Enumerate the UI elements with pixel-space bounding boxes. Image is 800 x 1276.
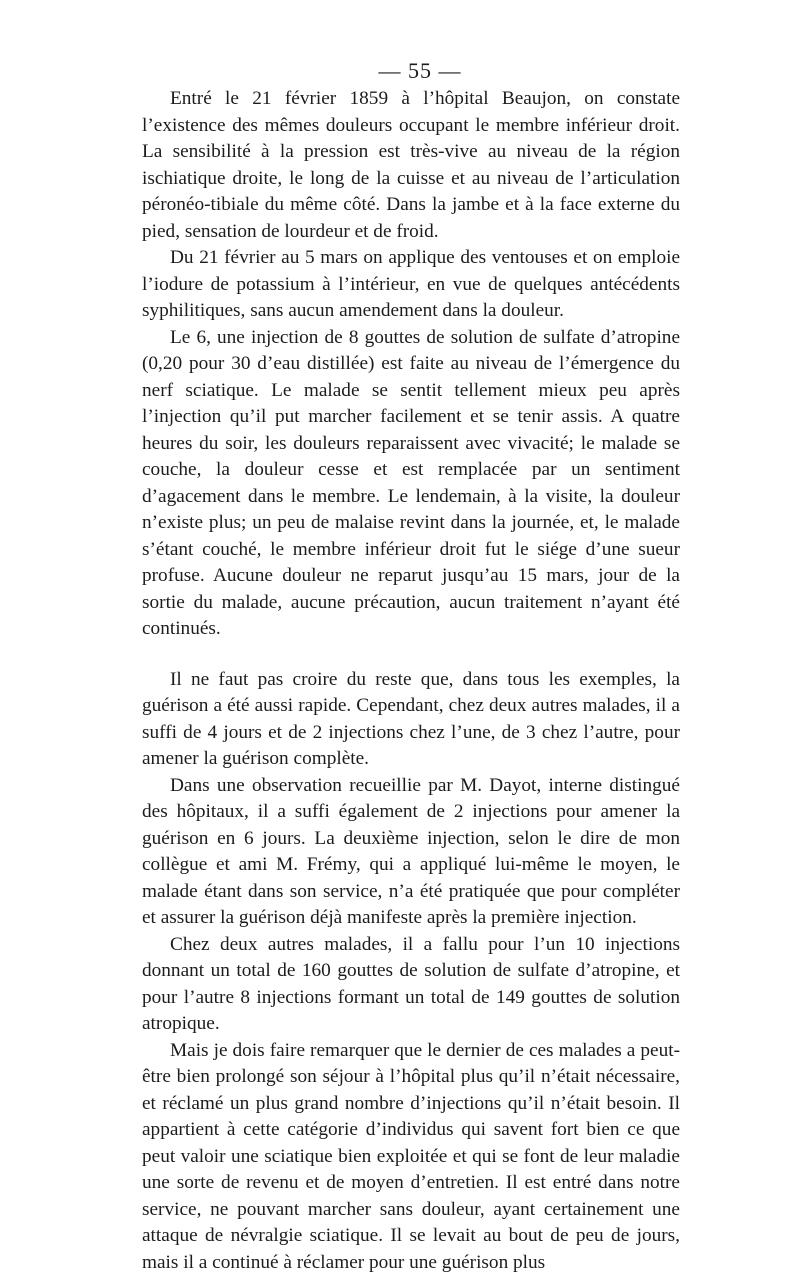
body-text	[142, 86, 680, 1276]
page-number: — 55 —	[20, 58, 800, 84]
paragraph-atropine-injection: Le 6, une injection de 8 gouttes de solution de sulfate d’atropine (0,20 pour 30 d’eau distillée) est faite au niveau de l’émergence du nerf sciatique. Le malade se sentit tellement mieux peu après l’injection qu’il put marcher facilement et se tenir assis. A quatre heures du soir, les douleurs reparaissent avec vivacité; le malade se couche, la douleur cesse et est remplacée par un sentiment d’agacement dans le membre. Le lendemain, à la visite, la douleur n’existe plus; un peu de malaise revint dans la journée, et, le malade s’étant couché, le membre inférieur droit fut le siége d’une sueur profuse. Aucune douleur ne reparut jusqu’au 15 mars, jour de la sortie du malade, aucune précaution, aucun traitement n’ayant été continués.	[142, 325, 680, 643]
paragraph-last-patient-remark: Mais je dois faire remarquer que le dernier de ces malades a peut-être bien prolongé son séjour à l’hôpital plus qu’il n’était nécessaire, et réclamé un plus grand nombre d’injections qu’il n’était besoin. Il appartient à cette catégorie d’individus qui savent fort bien ce que peut valoir une sciatique bien exploitée et qui se font de leur maladie une sorte de revenu et de moyen d’entretien. Il est entré dans notre service, ne pouvant marcher sans douleur, ayant certainement une attaque de névralgie sciatique. Il se levait au bout de peu de jours, mais il a continué à réclamer pour une guérison plus	[142, 1038, 680, 1276]
paragraph-initial-treatment: Du 21 février au 5 mars on applique des ventouses et on emploie l’iodure de potassium à l’intérieur, en vue de quelques antécédents syphilitiques, sans aucun amendement dans la douleur.	[142, 245, 680, 325]
paragraph-two-other-patients: Chez deux autres malades, il a fallu pour l’un 10 injections donnant un total de 160 gouttes de solution de sulfate d’atropine, et pour l’autre 8 injections formant un total de 149 gouttes de solution atropique.	[142, 932, 680, 1038]
paragraph-healing-speed: Il ne faut pas croire du reste que, dans tous les exemples, la guérison a été aussi rapide. Cependant, chez deux autres malades, il a suffi de 4 jours et de 2 injections chez l’une, de 3 chez l’autre, pour amener la guérison complète.	[142, 667, 680, 773]
paragraph-dayot-observation: Dans une observation recueillie par M. Dayot, interne distingué des hôpitaux, il a suffi également de 2 injections pour amener la guérison en 6 jours. La deuxième injection, selon le dire de mon collègue et ami M. Frémy, qui a appliqué lui-même le moyen, le malade étant dans son service, n’a été pratiquée que pour compléter et assurer la guérison déjà manifeste après la première injection.	[142, 773, 680, 932]
paragraph-admission: Entré le 21 février 1859 à l’hôpital Beaujon, on constate l’existence des mêmes douleurs occupant le membre inférieur droit. La sensibilité à la pression est très-vive au niveau de la région ischiatique droite, le long de la cuisse et au niveau de l’articulation péronéo-tibiale du même côté. Dans la jambe et à la face externe du pied, sensation de lourdeur et de froid.	[142, 86, 680, 245]
